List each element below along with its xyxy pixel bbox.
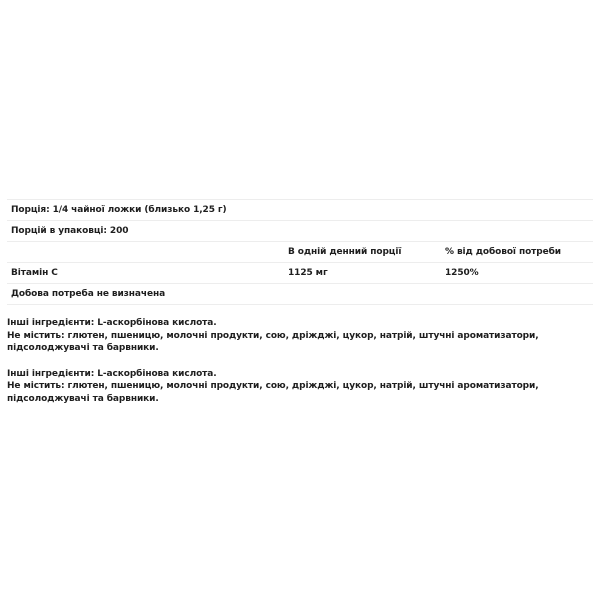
table-row bbox=[7, 263, 593, 284]
nutrient-name: Вітамін С bbox=[7, 263, 284, 284]
does-not-contain: Не містить: глютен, пшеницю, молочні продукти, сою, дріжджі, цукор, натрій, штучні ароматизатори, підсолоджувачі та барвники. bbox=[7, 381, 539, 404]
servings-per-container: Порцій в упаковці: 200 bbox=[7, 221, 593, 242]
other-ingredients: Інші інгредієнти: L-аскорбінова кислота. bbox=[7, 318, 217, 328]
header-empty-cell bbox=[7, 242, 284, 263]
header-amount-per-serving: В одній денний порції bbox=[284, 242, 441, 263]
table-header-row bbox=[7, 242, 593, 263]
serving-size-row bbox=[7, 200, 593, 221]
nutrient-daily-value: 1250% bbox=[441, 263, 593, 284]
ingredients-block bbox=[7, 317, 595, 355]
supplement-facts-table bbox=[7, 199, 593, 305]
ingredients-block bbox=[7, 368, 595, 406]
serving-size: Порція: 1/4 чайної ложки (близько 1,25 г) bbox=[7, 200, 593, 221]
daily-value-footnote: Добова потреба не визначена bbox=[7, 284, 593, 305]
footnote-row bbox=[7, 284, 593, 305]
servings-per-container-row bbox=[7, 221, 593, 242]
nutrient-amount: 1125 мг bbox=[284, 263, 441, 284]
does-not-contain: Не містить: глютен, пшеницю, молочні продукти, сою, дріжджі, цукор, натрій, штучні ароматизатори, підсолоджувачі та барвники. bbox=[7, 330, 539, 354]
ingredients-section bbox=[7, 317, 595, 419]
other-ingredients: Інші інгредієнти: L-аскорбінова кислота. bbox=[7, 368, 217, 379]
header-daily-value: % від добової потреби bbox=[441, 242, 593, 263]
